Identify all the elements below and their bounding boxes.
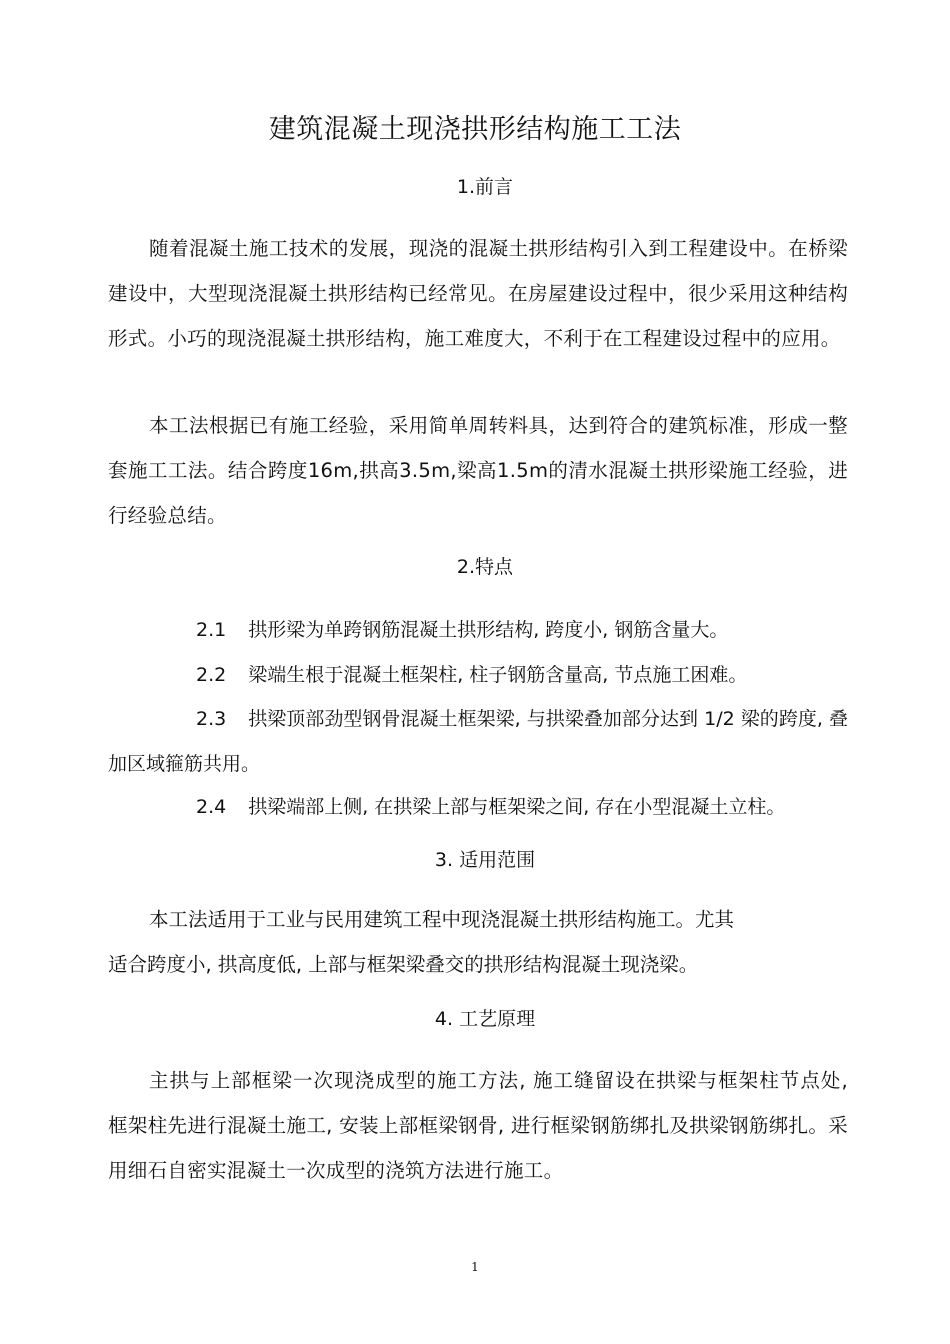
- preface-paragraph-1: 随着混凝土施工技术的发展，现浇的混凝土拱形结构引入到工程建设中。在桥梁建设中，大型现浇混凝土拱形结构已经常见。在房屋建设过程中，很少采用这种结构形式。小巧的现浇混凝土拱形结构，施工难度大，不利于在工程建设过程中的应用。: [108, 237, 848, 350]
- feature-item-number: 2.4: [196, 796, 227, 818]
- feature-item-text: 拱梁顶部劲型钢骨混凝土框架梁, 与拱梁叠加部分达到 1/2 梁的跨度, 叠加区域箍筋共用。: [108, 708, 848, 775]
- feature-item: [108, 785, 848, 830]
- feature-item-number: 2.1: [196, 619, 227, 641]
- section-heading-preface: 1.前言: [456, 176, 514, 198]
- feature-item-text: 拱形梁为单跨钢筋混凝土拱形结构, 跨度小, 钢筋含量大。: [248, 619, 729, 641]
- section-heading-principle: 4. 工艺原理: [434, 1008, 536, 1030]
- feature-item: [108, 653, 848, 698]
- feature-item: [108, 697, 848, 787]
- scope-paragraph-line-1: 本工法适用于工业与民用建筑工程中现浇混凝土拱形结构施工。尤其: [149, 908, 735, 931]
- feature-item-number: 2.2: [196, 664, 227, 686]
- section-heading-scope: 3. 适用范围: [434, 849, 536, 871]
- page-number: 1: [471, 1260, 479, 1274]
- scope-paragraph: [108, 897, 848, 987]
- feature-item-text: 拱梁端部上侧, 在拱梁上部与框架梁之间, 存在小型混凝土立柱。: [248, 796, 786, 818]
- feature-item-number: 2.3: [196, 708, 227, 730]
- section-heading-features: 2.特点: [456, 556, 514, 578]
- feature-item: [108, 608, 848, 653]
- document-title: 建筑混凝土现浇拱形结构施工工法: [268, 114, 682, 145]
- principle-paragraph: 主拱与上部框梁一次现浇成型的施工方法, 施工缝留设在拱梁与框架柱节点处, 框架柱先进行混凝土施工, 安装上部框梁钢骨, 进行框梁钢筋绑扎及拱梁钢筋绑扎。采用细石自密实混凝土一次成型的浇筑方法进行施工。: [108, 1069, 848, 1182]
- preface-paragraph-2: 本工法根据已有施工经验，采用简单周转料具，达到符合的建筑标准，形成一整套施工工法。结合跨度16m,拱高3.5m,梁高1.5m的清水混凝土拱形梁施工经验，进行经验总结。: [108, 414, 848, 527]
- feature-item-text: 梁端生根于混凝土框架柱, 柱子钢筋含量高, 节点施工困难。: [248, 664, 748, 686]
- scope-paragraph-line-2: 适合跨度小, 拱高度低, 上部与框架梁叠交的拱形结构混凝土现浇梁。: [108, 953, 699, 976]
